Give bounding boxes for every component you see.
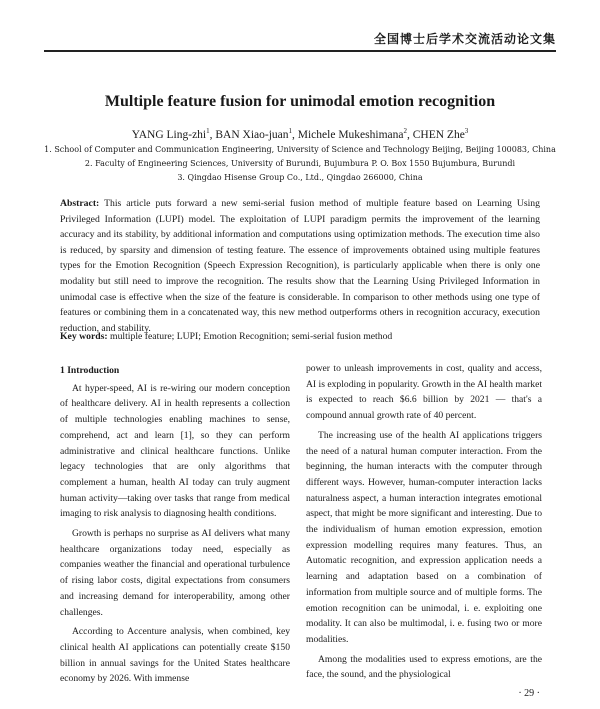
author: YANG Ling-zhi <box>131 128 207 141</box>
paragraph: At hyper-speed, AI is re-wiring our modern conception of healthcare delivery. AI in health represents a collection of multiple technologies enabling machines to sense, comprehend, act and learn [1], so they can perform administrative and clinical healthcare functions. Unlike legacy technologies that are only algorithms that complement a human, health AI today can truly augment human activity—taking over tasks that range from medical imaging to risk analysis to diagnosing health conditions. <box>60 382 290 520</box>
paragraph: power to unleash improvements in cost, quality and access, AI is exploding in popularity. Growth in the AI health market is expected to reach $6.6 billion by 2021 — that's a compound annual growth rate of 40 percent. <box>306 363 542 422</box>
author-mark: 3 <box>464 127 469 135</box>
abstract <box>60 196 540 336</box>
abstract-text: This article puts forward a new semi-serial fusion method of multiple feature based on Learning Using Privileged Information (LUPI) model. The exploitation of LUPI paradigm permits the improvement of the learning accuracy and its stability, by additional information and computations using optimization methods. The execution time also is reduced, by sparsity and dimension of testing feature. The essence of improvements obtained using multiple features types for the Emotion Recognition (Speech Expression Recognition), is particularly applicable when there is only one modality but still need to improve the recognition. The results show that the Learning Using Privileged Information in unimodal case is effective when the size of the feature is considerable. In comparison to other methods using one type of features or combining them in a concatenated way, this new method outperforms others in recognition accuracy, execution reduction, and stability. <box>60 198 540 334</box>
affiliation: 1. School of Computer and Communication Engineering, University of Science and Technology Beijing, Beijing 100083, China <box>44 145 556 154</box>
author-list: YANG Ling-zhi$^1$, BAN Xiao-juan$^1$, Michele Mukeshimana$^2$, CHEN Zhe$^3$ <box>131 127 469 141</box>
affiliation: 2. Faculty of Engineering Sciences, University of Burundi, Bujumbura P. O. Box 1550 Bujumbura, Burundi <box>84 159 516 168</box>
paragraph: According to Accenture analysis, when combined, key clinical health AI applications can potentially create $150 billion in annual savings for the United States healthcare economy by 2026. With immense <box>60 626 290 685</box>
author: Michele Mukeshimana <box>297 128 404 141</box>
author-mark: 2 <box>403 127 407 135</box>
journal-header: 全国博士后学术交流活动论文集 <box>44 30 556 52</box>
author-mark: 1 <box>206 127 210 135</box>
abstract-label: Abstract: <box>60 198 100 209</box>
author-mark: 1 <box>288 127 293 135</box>
author: BAN Xiao-juan <box>215 128 289 141</box>
keywords <box>60 331 540 342</box>
keywords-text: multiple feature; LUPI; Emotion Recognition; semi-serial fusion method <box>110 331 393 342</box>
page-number: · 29 · <box>518 688 540 699</box>
paragraph: Among the modalities used to express emotions, are the face, the sound, and the physiological <box>306 653 542 681</box>
keywords-label: Key words: <box>60 331 108 342</box>
author: CHEN Zhe <box>412 128 465 141</box>
paragraph: The increasing use of the health AI applications triggers the need of a natural human computer interaction. From the beginning, the human interacts with the computer through different ways. However, human-computer interaction lacks naturalness aspect, a human interaction integrates emotional aspect, that might be more significant and interesting. Due to the individualism of human emotion expression, emotion expression modelling requires many features. Thus, an Automatic recognition, and expression application needs a learning and adaptation based on a combination of information from multiple source and of multiple forms. The emotion recognition can be unimodal, i. e. exploiting one modality. It can also be multimodal, i. e. fusing two or more modalities. <box>306 429 542 645</box>
paper-title: Multiple feature fusion for unimodal emotion recognition <box>104 93 496 110</box>
section-heading: 1 Introduction <box>60 365 120 376</box>
affiliation: 3. Qingdao Hisense Group Co., Ltd., Qingdao 266000, China <box>177 173 423 182</box>
right-column <box>306 361 542 687</box>
left-column <box>60 363 290 691</box>
paragraph: Growth is perhaps no surprise as AI delivers what many healthcare organizations today need, especially as companies weather the financial and operational turbulence of rising labor costs, digital expectations from consumers and increasing demand for interoperability, among other challenges. <box>60 528 290 618</box>
